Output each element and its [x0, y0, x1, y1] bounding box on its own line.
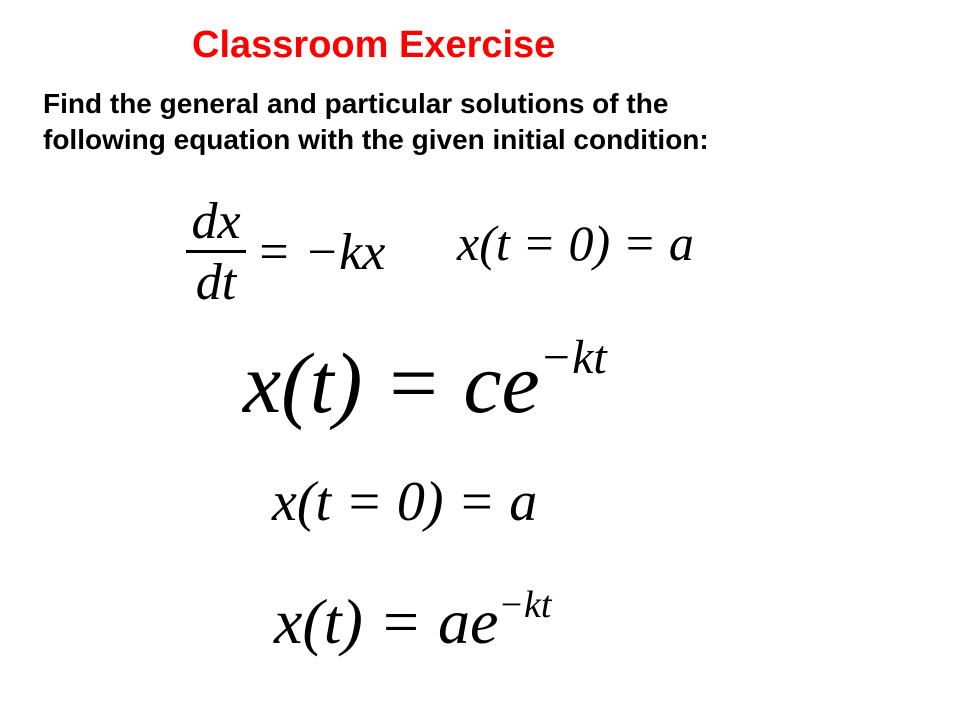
particular-solution-exponent: −kt: [498, 584, 552, 626]
exercise-prompt: [43, 86, 943, 159]
initial-condition-bottom: x(t = 0) = a: [272, 471, 538, 533]
equation-rhs: = −kx: [256, 223, 386, 281]
particular-solution: [274, 584, 552, 657]
general-solution-exponent: −kt: [539, 331, 607, 384]
general-solution-base: x(t) = ce: [243, 335, 540, 431]
particular-solution-base: x(t) = ae: [274, 586, 499, 657]
fraction-numerator: dx: [191, 193, 241, 250]
slide-title: Classroom Exercise: [192, 24, 556, 66]
general-solution: [243, 331, 607, 431]
fraction-denominator: dt: [195, 254, 237, 311]
differential-equation: [186, 193, 386, 311]
prompt-line-2: following equation with the given initial condition:: [43, 124, 709, 156]
initial-condition-top: x(t = 0) = a: [457, 215, 694, 271]
derivative-fraction: [186, 193, 246, 311]
prompt-line-1: Find the general and particular solutions of the: [43, 88, 669, 119]
